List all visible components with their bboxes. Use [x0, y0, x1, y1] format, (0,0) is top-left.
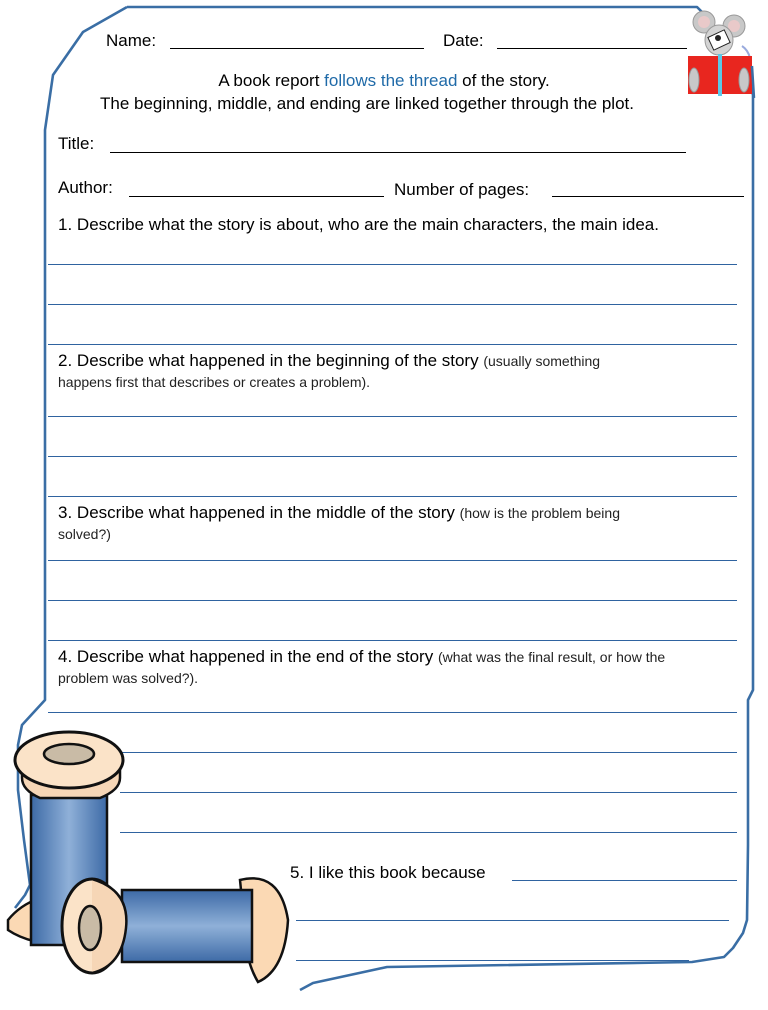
- question-4-hint-line-2: problem was solved?).: [58, 670, 199, 686]
- question-1-text: Describe what the story is about, who are the main characters, the main idea.: [76, 215, 659, 234]
- answer-line-3c[interactable]: [48, 640, 737, 641]
- question-2-number: 2.: [58, 351, 73, 370]
- answer-line-2b[interactable]: [48, 456, 737, 457]
- question-5: [290, 863, 486, 883]
- question-4-text: Describe what happened in the end of the story: [76, 647, 434, 666]
- pages-underline: [552, 196, 744, 197]
- title-label: Title:: [58, 134, 95, 153]
- answer-line-2a[interactable]: [48, 416, 737, 417]
- question-3: [58, 503, 620, 523]
- thread-spools-icon: [0, 720, 300, 1010]
- question-4-hint: (what was the final result, or how the: [437, 649, 666, 665]
- question-1: [58, 215, 659, 235]
- name-underline: [170, 48, 424, 49]
- author-underline: [129, 196, 384, 197]
- answer-line-3b[interactable]: [48, 600, 737, 601]
- answer-line-1c[interactable]: [48, 344, 737, 345]
- date-label: Date:: [443, 31, 484, 50]
- intro-line-2: The beginning, middle, and ending are linked together through the plot.: [100, 94, 634, 113]
- answer-line-3a[interactable]: [48, 560, 737, 561]
- date-underline: [497, 48, 687, 49]
- name-label: Name:: [106, 31, 157, 50]
- intro-prefix: A book report: [218, 71, 325, 90]
- question-3-hint: (how is the problem being: [459, 505, 620, 521]
- question-5-text: I like this book because: [308, 863, 486, 882]
- author-label: Author:: [58, 178, 113, 197]
- question-2: [58, 351, 600, 371]
- intro-highlight: follows the thread: [324, 71, 458, 90]
- answer-line-5c[interactable]: [296, 960, 689, 961]
- question-4: [58, 647, 665, 667]
- question-5-number: 5.: [290, 863, 305, 882]
- intro-suffix: of the story.: [457, 71, 550, 90]
- answer-line-1a[interactable]: [48, 264, 737, 265]
- pages-label: Number of pages:: [394, 180, 530, 199]
- answer-line-5b[interactable]: [296, 920, 729, 921]
- question-2-text: Describe what happened in the beginning of the story: [76, 351, 479, 370]
- intro-line-1: [0, 71, 768, 91]
- question-3-number: 3.: [58, 503, 73, 522]
- question-3-text: Describe what happened in the middle of the story: [76, 503, 455, 522]
- answer-line-1b[interactable]: [48, 304, 737, 305]
- title-underline: [110, 152, 686, 153]
- answer-line-5a[interactable]: [512, 880, 737, 881]
- question-3-hint-line-2: solved?): [58, 526, 111, 542]
- answer-line-4a[interactable]: [48, 712, 737, 713]
- question-1-number: 1.: [58, 215, 73, 234]
- question-2-hint-line-2: happens first that describes or creates a problem).: [58, 374, 371, 390]
- question-4-number: 4.: [58, 647, 73, 666]
- answer-line-2c[interactable]: [48, 496, 737, 497]
- question-2-hint: (usually something: [483, 353, 601, 369]
